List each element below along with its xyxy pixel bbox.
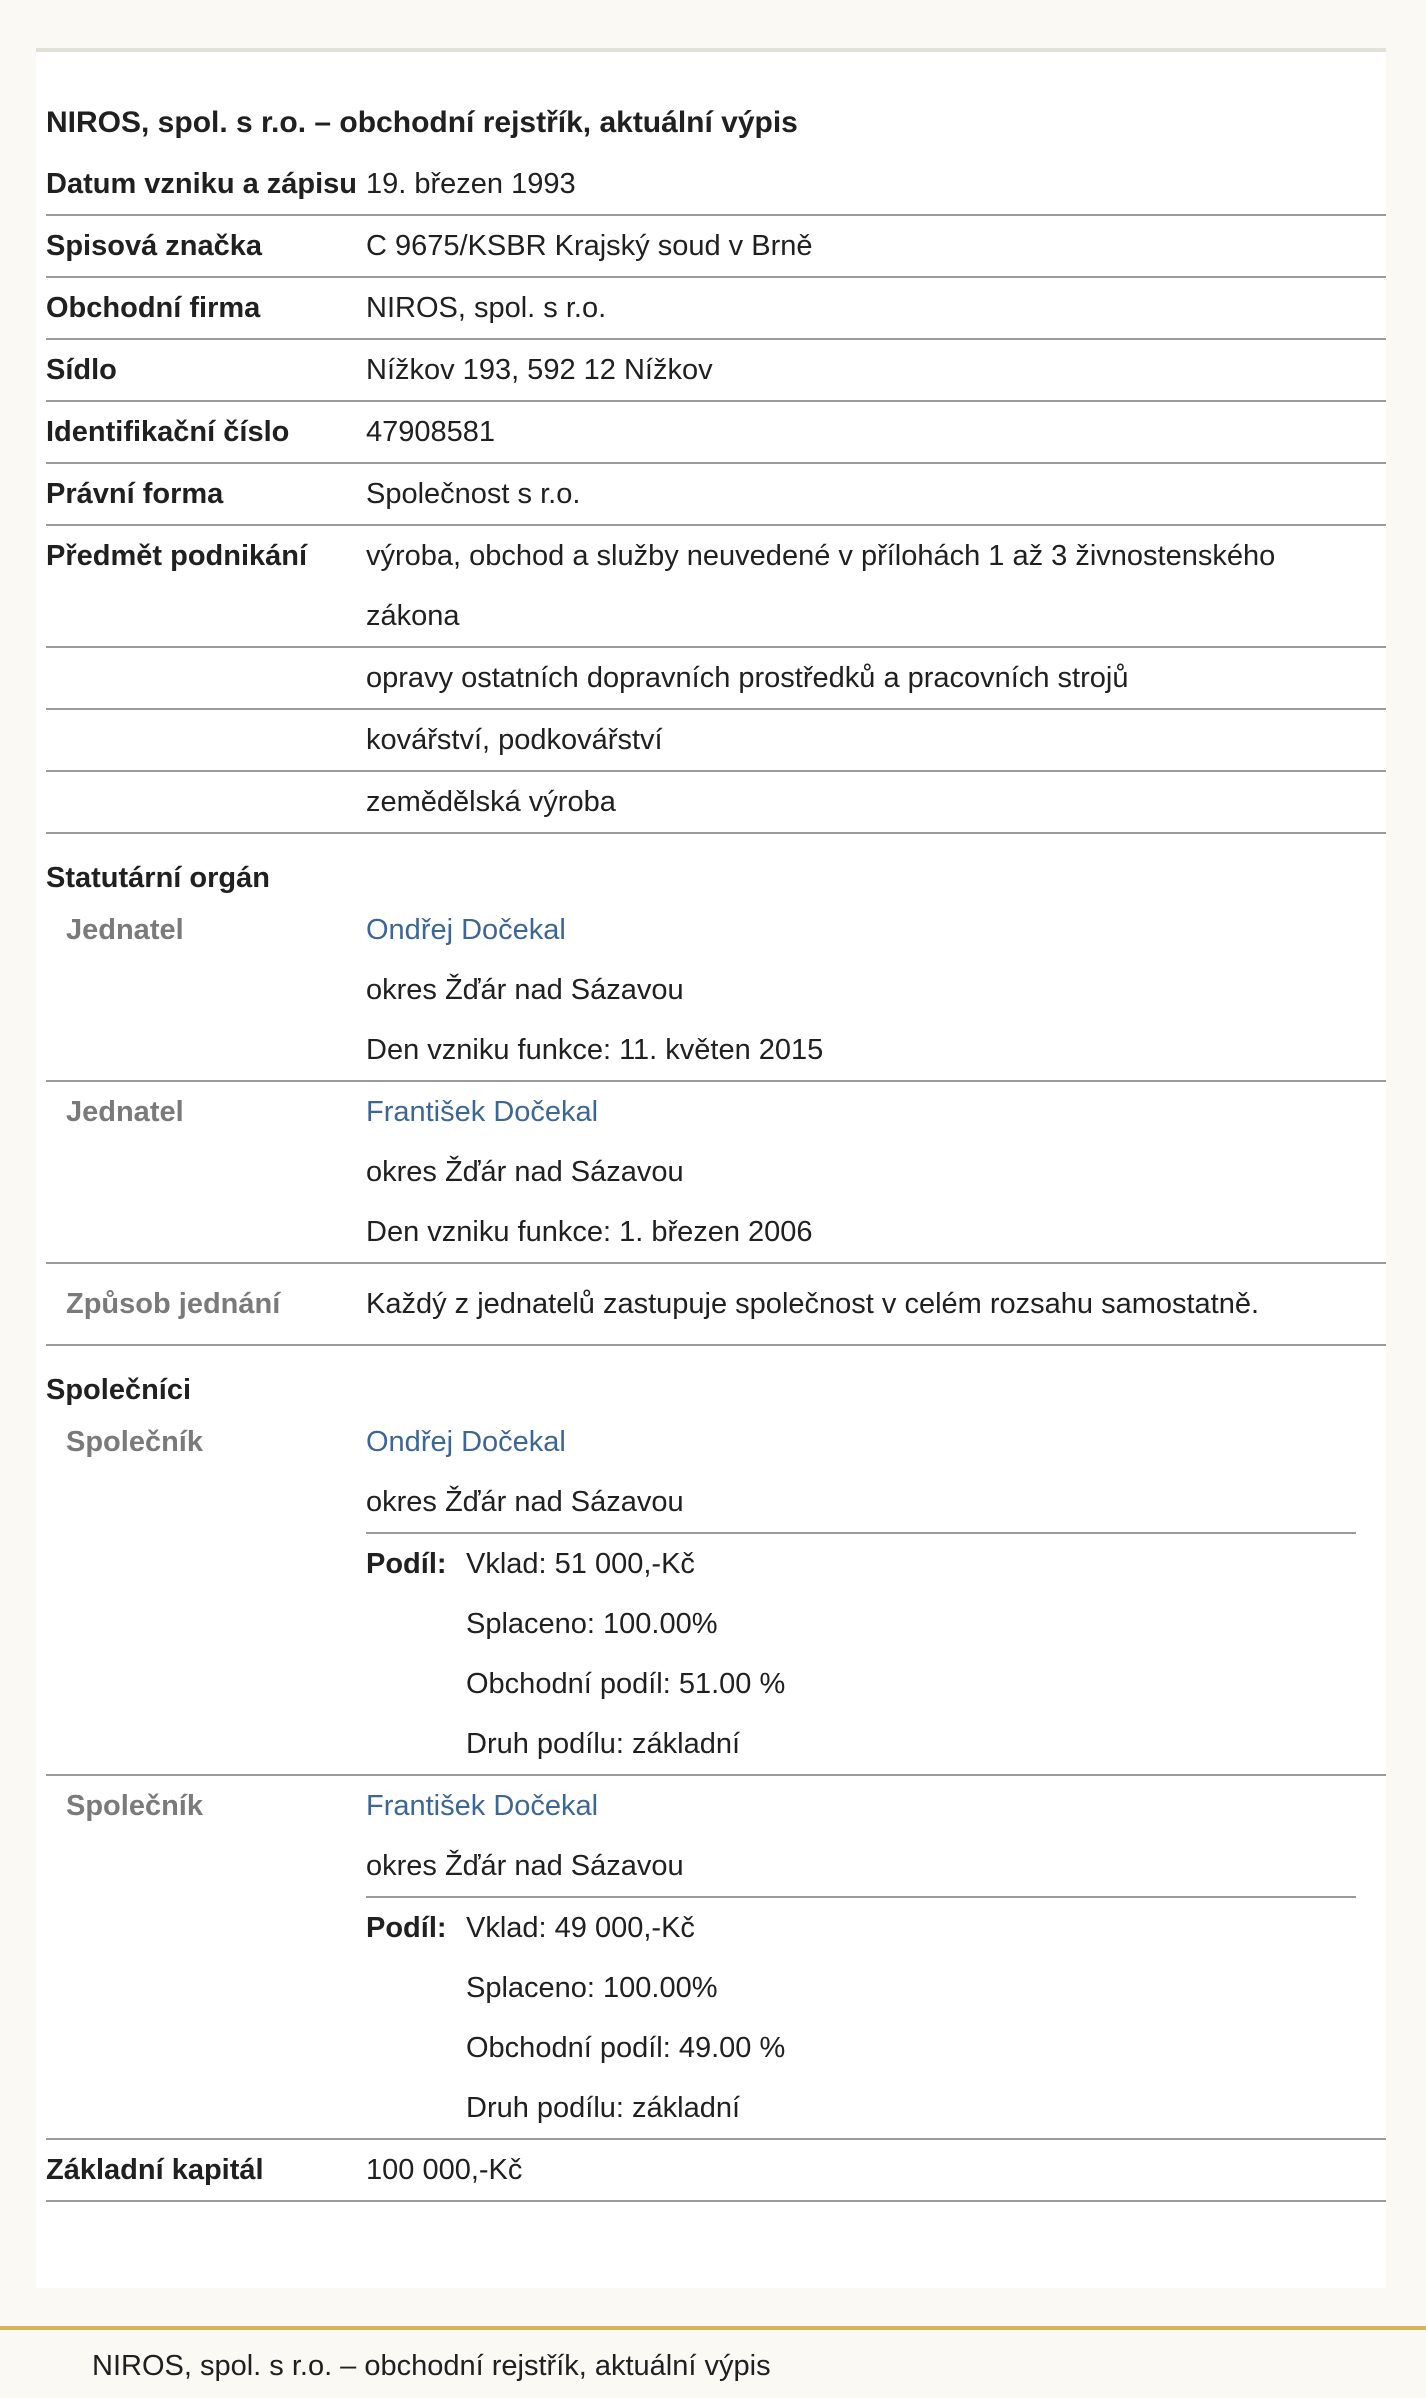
field-value: 19. březen 1993 — [366, 168, 576, 200]
field-row-pravni-forma — [46, 464, 1386, 526]
field-row-sidlo — [46, 340, 1386, 402]
field-label: Spisová značka — [46, 230, 262, 262]
podil-vklad: Vklad: 51 000,-Kč — [466, 1548, 695, 1580]
podil-block — [366, 1898, 1386, 2138]
kapital-value: 100 000,-Kč — [366, 2154, 523, 2186]
podil-druh: Druh podílu: základní — [466, 1728, 741, 1760]
jednani-row — [46, 1264, 1386, 1346]
predmet-item: opravy ostatních dopravních prostředků a pracovních strojů — [366, 662, 1129, 694]
spolecnik-row — [46, 1412, 1386, 1776]
person-district: okres Žďár nad Sázavou — [366, 1486, 684, 1518]
registry-card — [36, 48, 1386, 2288]
podil-druh: Druh podílu: základní — [466, 2092, 741, 2124]
predmet-item: zemědělská výroba — [366, 786, 616, 818]
spolecnik-role: Společník — [66, 1426, 203, 1458]
field-row-ico — [46, 402, 1386, 464]
jednatel-row — [46, 1082, 1386, 1264]
person-district: okres Žďár nad Sázavou — [366, 1850, 684, 1882]
kapital-label: Základní kapitál — [46, 2154, 264, 2186]
spolecnik-row — [46, 1776, 1386, 2140]
predmet-row-1 — [46, 526, 1386, 648]
field-label: Obchodní firma — [46, 292, 261, 324]
jednani-value: Každý z jednatelů zastupuje společnost v celém rozsahu samostatně. — [366, 1288, 1260, 1320]
predmet-item: kovářství, podkovářství — [366, 724, 663, 756]
footer-text: NIROS, spol. s r.o. – obchodní rejstřík, aktuální výpis — [92, 2350, 771, 2382]
predmet-row-4 — [46, 772, 1386, 834]
field-value: NIROS, spol. s r.o. — [366, 292, 607, 324]
podil-splaceno: Splaceno: 100.00% — [466, 1608, 718, 1640]
field-value: C 9675/KSBR Krajský soud v Brně — [366, 230, 813, 262]
person-link[interactable]: Ondřej Dočekal — [366, 914, 566, 946]
podil-splaceno: Splaceno: 100.00% — [466, 1972, 718, 2004]
person-district: okres Žďár nad Sázavou — [366, 1156, 684, 1188]
predmet-row-3 — [46, 710, 1386, 772]
field-row-spisova-znacka — [46, 216, 1386, 278]
person-district: okres Žďár nad Sázavou — [366, 974, 684, 1006]
field-value: Nížkov 193, 592 12 Nížkov — [366, 354, 713, 386]
podil-label: Podíl: — [366, 1548, 447, 1580]
predmet-row-2 — [46, 648, 1386, 710]
footer-divider — [0, 2326, 1426, 2330]
field-row-datum — [46, 154, 1386, 216]
podil-block — [366, 1534, 1386, 1774]
field-label: Sídlo — [46, 354, 117, 386]
statutarni-heading: Statutární orgán — [46, 862, 270, 894]
person-link[interactable]: František Dočekal — [366, 1790, 599, 1822]
kapital-row — [46, 2140, 1386, 2202]
field-label: Identifikační číslo — [46, 416, 290, 448]
registry-content — [46, 52, 1386, 2202]
podil-label: Podíl: — [366, 1912, 447, 1944]
podil-obchodni: Obchodní podíl: 51.00 % — [466, 1668, 786, 1700]
predmet-item: výroba, obchod a služby neuvedené v přílohách 1 až 3 živnostenského zákona — [366, 540, 1276, 632]
jednatel-role: Jednatel — [66, 914, 184, 946]
person-link[interactable]: František Dočekal — [366, 1096, 599, 1128]
person-since: Den vzniku funkce: 11. květen 2015 — [366, 1034, 824, 1066]
podil-obchodni: Obchodní podíl: 49.00 % — [466, 2032, 786, 2064]
person-since: Den vzniku funkce: 1. březen 2006 — [366, 1216, 813, 1248]
spolecnici-heading: Společníci — [46, 1374, 192, 1406]
spolecnik-role: Společník — [66, 1790, 203, 1822]
jednatel-role: Jednatel — [66, 1096, 184, 1128]
field-label: Právní forma — [46, 478, 224, 510]
predmet-label: Předmět podnikání — [46, 540, 308, 572]
podil-vklad: Vklad: 49 000,-Kč — [466, 1912, 695, 1944]
field-label: Datum vzniku a zápisu — [46, 168, 358, 200]
jednani-label: Způsob jednání — [66, 1288, 281, 1320]
person-link[interactable]: Ondřej Dočekal — [366, 1426, 566, 1458]
jednatel-row — [46, 900, 1386, 1082]
field-value: Společnost s r.o. — [366, 478, 581, 510]
field-value: 47908581 — [366, 416, 496, 448]
document-title: NIROS, spol. s r.o. – obchodní rejstřík, aktuální výpis — [46, 106, 798, 139]
field-row-obchodni-firma — [46, 278, 1386, 340]
